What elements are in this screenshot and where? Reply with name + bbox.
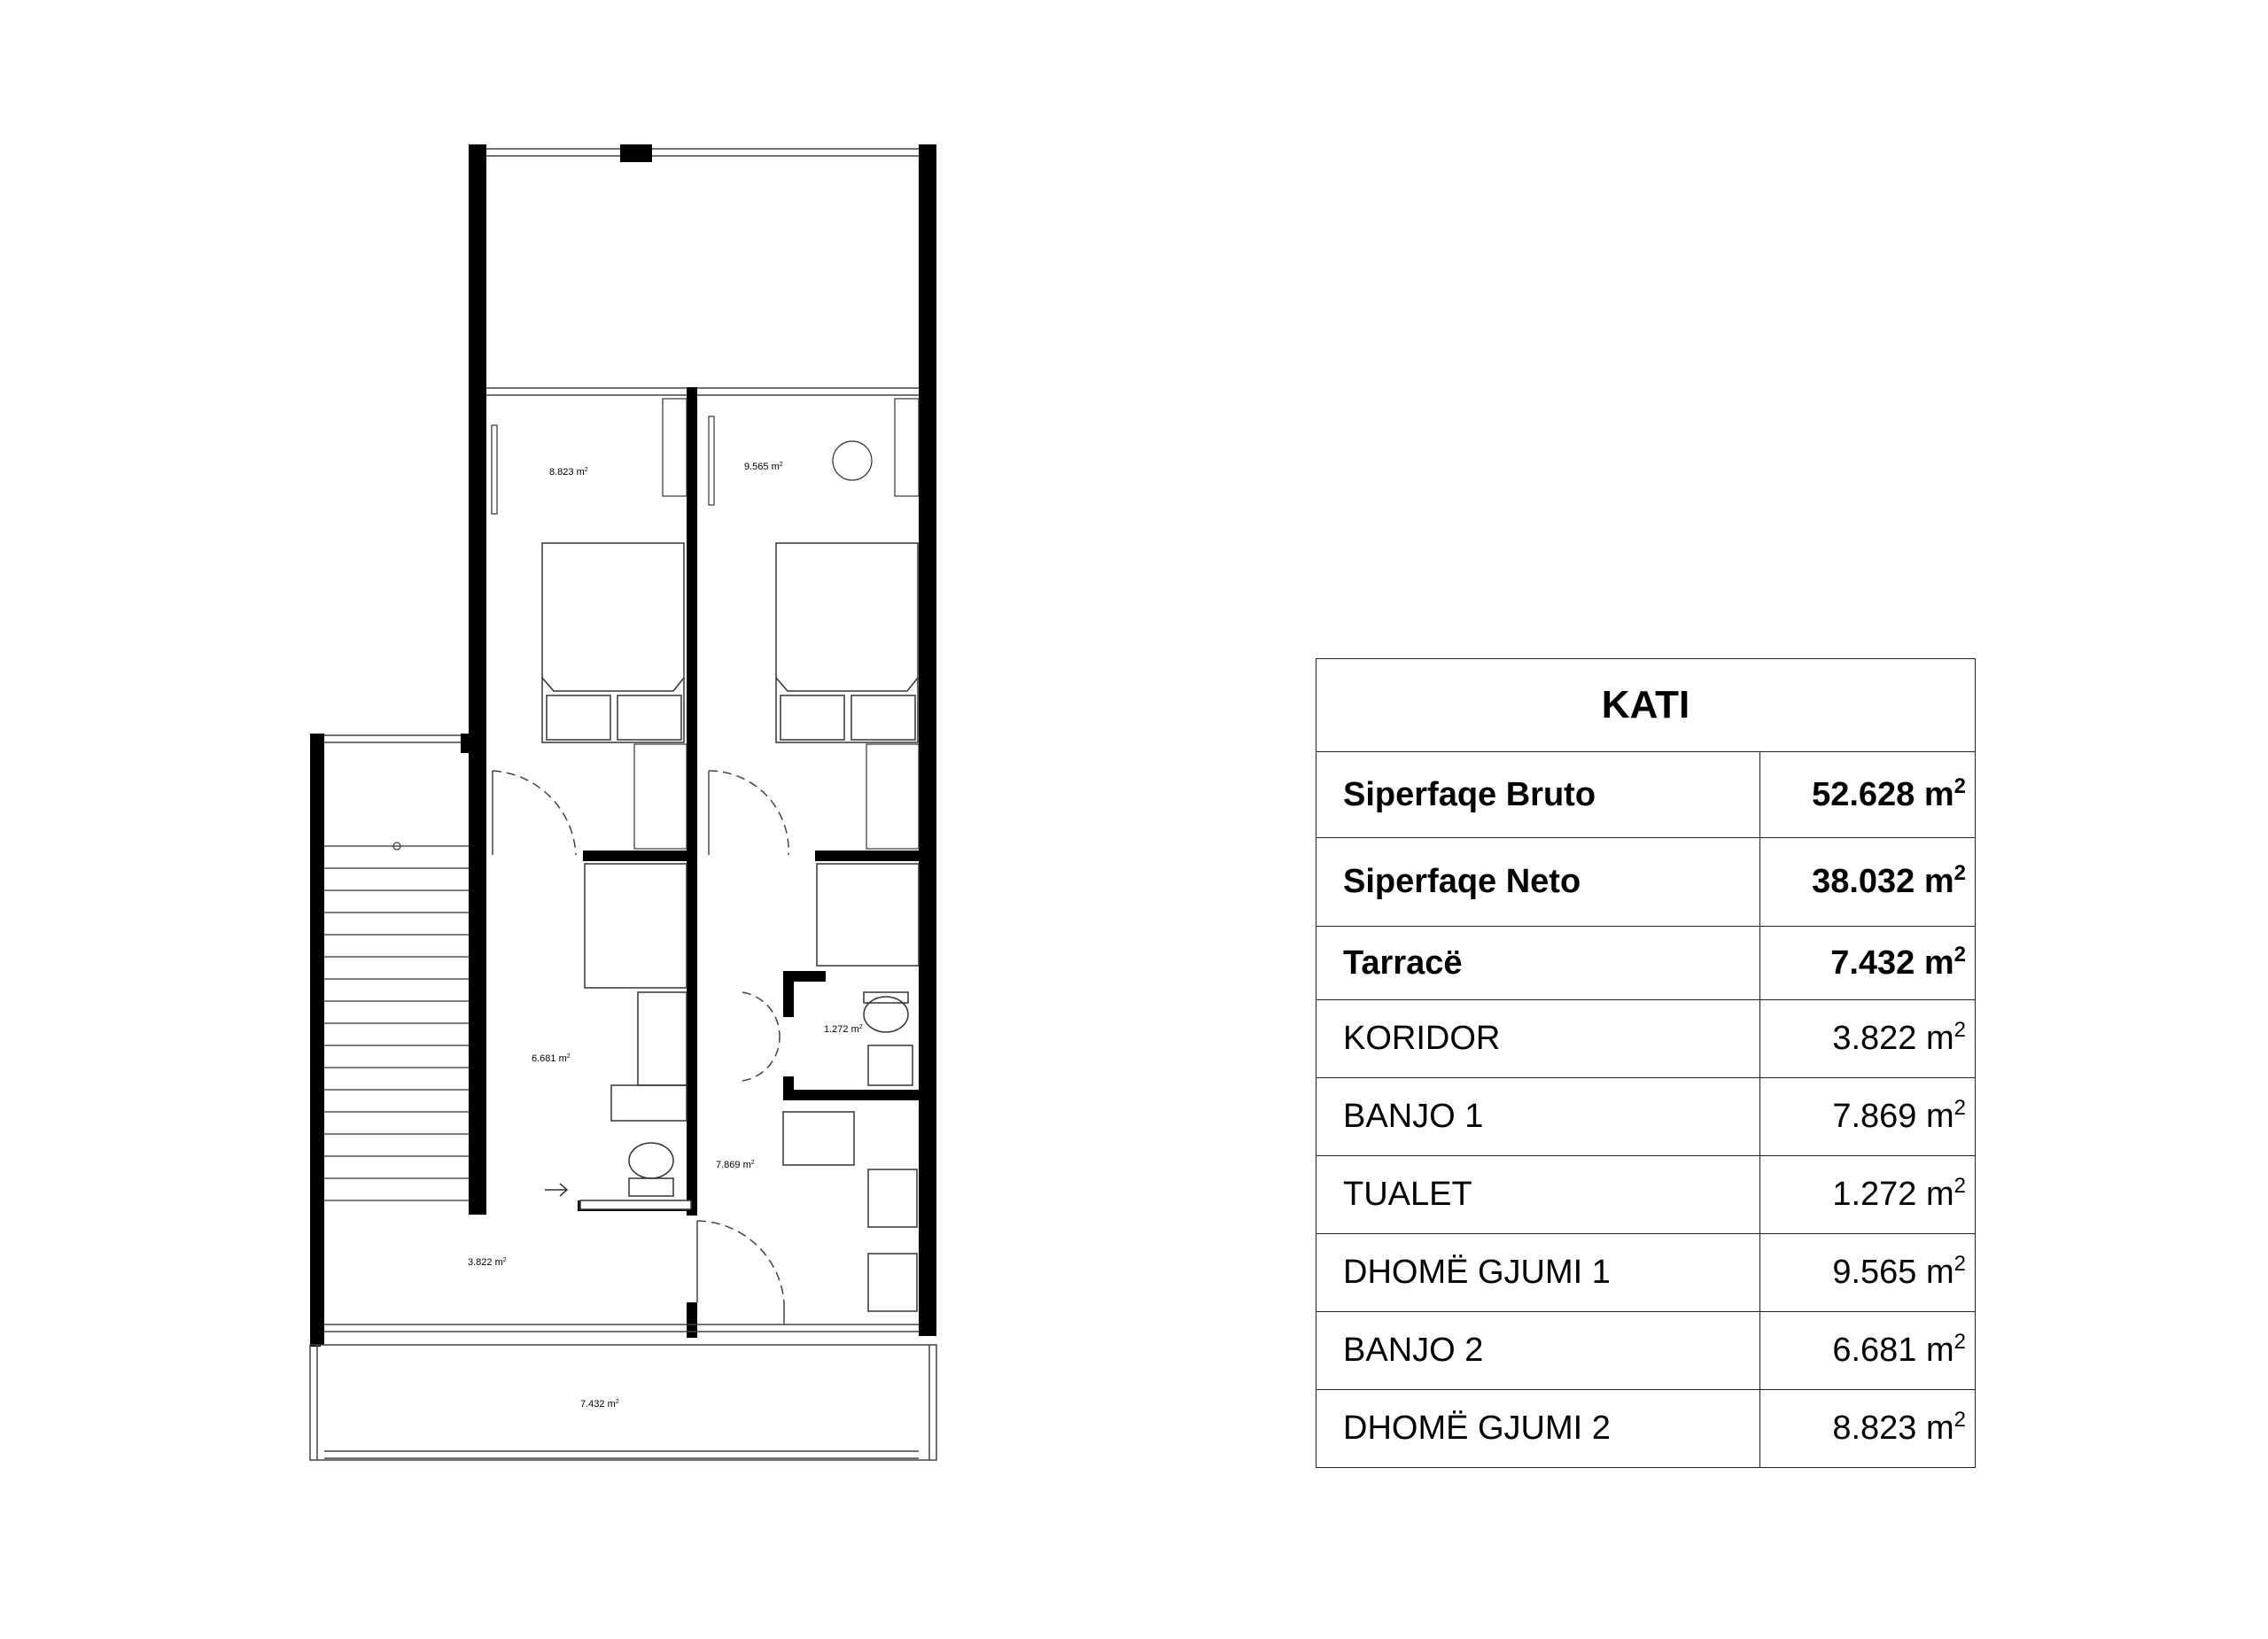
- room-label-dhome-gjumi-2: 8.823 $m^2$: [549, 467, 588, 478]
- beds: [542, 543, 918, 742]
- table-row: [1317, 1234, 1976, 1312]
- row-value: 6.681 $m^2$: [1760, 1312, 1976, 1390]
- table-row: [1317, 1000, 1976, 1078]
- row-value: 8.823 $m^2$: [1760, 1390, 1976, 1468]
- table-title: KATI: [1317, 659, 1976, 752]
- staircase: [324, 843, 469, 1200]
- row-label: BANJO 2: [1317, 1312, 1760, 1390]
- row-label: KORIDOR: [1317, 1000, 1760, 1078]
- bathroom-fixtures: [580, 864, 919, 1311]
- table-row: [1317, 1312, 1976, 1390]
- table-row: [1317, 1156, 1976, 1234]
- table-row: [1317, 1390, 1976, 1468]
- row-value: 7.869 $m^2$: [1760, 1078, 1976, 1156]
- direction-arrow: [545, 1184, 567, 1196]
- room-label-tualet: 1.272 $m^2$: [824, 1024, 863, 1035]
- row-value: 38.032 $m^2$: [1760, 838, 1976, 927]
- room-area-labels: [468, 462, 863, 1410]
- row-label: Tarracë: [1317, 927, 1760, 1000]
- table-row: [1317, 927, 1976, 1000]
- row-label: Siperfaqe Neto: [1317, 838, 1760, 927]
- row-value: 7.432 $m^2$: [1760, 927, 1976, 1000]
- room-label-banjo-2: 6.681 $m^2$: [532, 1053, 571, 1064]
- row-value: 52.628 $m^2$: [1760, 752, 1976, 838]
- room-label-tarrace: 7.432 $m^2$: [580, 1399, 619, 1410]
- row-value: 3.822 $m^2$: [1760, 1000, 1976, 1078]
- row-value: 1.272 $m^2$: [1760, 1156, 1976, 1234]
- row-label: DHOMË GJUMI 1: [1317, 1234, 1760, 1312]
- room-label-koridor: 3.822 $m^2$: [468, 1257, 507, 1268]
- row-label: BANJO 1: [1317, 1078, 1760, 1156]
- room-label-dhome-gjumi-1: 9.565 $m^2$: [744, 462, 783, 472]
- walls: [310, 144, 936, 1347]
- windows: [310, 149, 936, 1460]
- doors: [493, 771, 788, 1302]
- table-row: [1317, 1078, 1976, 1156]
- floor-plan: [0, 0, 975, 1639]
- table-row: [1317, 752, 1976, 838]
- table-row: [1317, 838, 1976, 927]
- row-label: Siperfaqe Bruto: [1317, 752, 1760, 838]
- area-table: [1316, 658, 1976, 1468]
- row-value: 9.565 $m^2$: [1760, 1234, 1976, 1312]
- room-label-banjo-1: 7.869 $m^2$: [716, 1160, 755, 1170]
- row-label: DHOMË GJUMI 2: [1317, 1390, 1760, 1468]
- row-label: TUALET: [1317, 1156, 1760, 1234]
